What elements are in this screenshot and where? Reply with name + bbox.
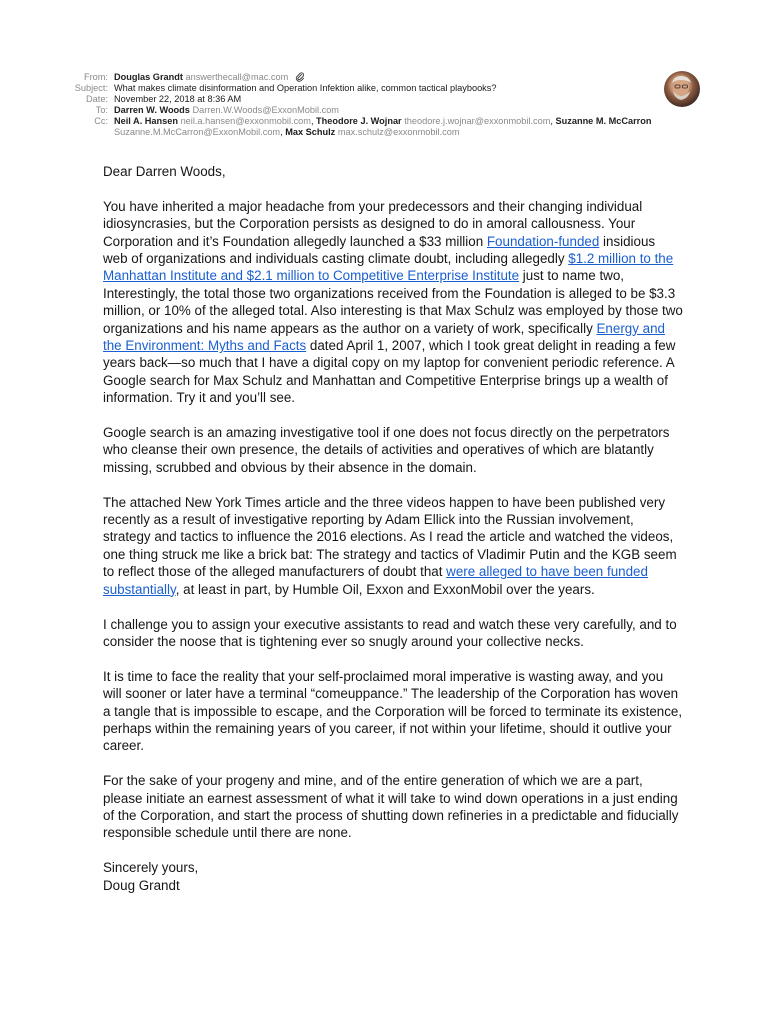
cc-name[interactable]: Max Schulz: [285, 127, 336, 137]
email-header: [60, 72, 710, 138]
paragraph-2: Google search is an amazing investigative tool if one does not focus directly on the perpetrators who cleanse their own presence, the details of activities and operatives of which are blatantly missing, scrubbed and obvious by their absence in the domain.: [103, 425, 670, 475]
paragraph-1-text: just to name two, Interestingly, the total those two organizations received from the Foundation is alleged to be $3.3 million, or 10% of the alleged total. Also interesting is that Max Schulz was employed by those two organizations and his name appears as the author on a variety of work, specifically: [103, 268, 683, 336]
to-name[interactable]: Darren W. Woods: [114, 105, 190, 115]
from-row: [60, 72, 710, 83]
subject-label: Subject:: [74, 83, 108, 93]
manhattan-institute-link[interactable]: $1.2 million to the Manhattan Institute and $2.1 million to Competitive Enterprise Institute: [103, 251, 674, 284]
sender-avatar: [664, 71, 700, 107]
paragraph-3-text: The attached New York Times article and the three videos happen to have been published very recently as a result of investigative reporting by Adam Ellick into the Russian involvement, strategy and tactics to influence the 2016 elections. As I read the article and watched the videos, one thing struck me like a brick bat: The strategy and tactics of Vladimir Putin and the KGB seem to reflect those of the alleged manufacturers of doubt that: [103, 494, 677, 580]
from-address[interactable]: answerthecall@mac.com: [185, 72, 289, 82]
paragraph-6: For the sake of your progeny and mine, and of the entire generation of which we are a part, please initiate an earnest assessment of what it will take to wind down operations in a just ending of the Corporation, and start the process of shutting down refineries in a predictable and fiducially responsible schedule until there are none.: [103, 773, 679, 841]
cc-address[interactable]: neil.a.hansen@exxonmobil.com: [180, 116, 311, 126]
paragraph-3: [103, 494, 683, 598]
signature: Doug Grandt: [103, 877, 180, 893]
cc-row: Cc: Neil A. Hansen neil.a.hansen@exxonmobil.com, Theodore J. Wojnar theodore.j.wojnar@exxonmobil.com, Suzanne M. McCarron: [60, 116, 710, 127]
cc-row-continued: Suzanne.M.McCarron@ExxonMobil.com , Max Schulz max.schulz@exxonmobil.com: [114, 127, 460, 137]
to-label: To:: [95, 105, 108, 115]
cc-address[interactable]: Suzanne.M.McCarron@ExxonMobil.com: [114, 127, 281, 137]
subject-row: [60, 83, 710, 94]
subject-text: What makes climate disinformation and Operation Infektion alike, common tactical playbooks?: [114, 83, 497, 93]
avatar-face-icon: [664, 71, 700, 107]
date-row: [60, 94, 710, 105]
date-label: Date:: [86, 94, 108, 104]
date-text: November 22, 2018 at 8:36 AM: [114, 94, 242, 104]
email-body: [103, 163, 683, 894]
cc-address[interactable]: max.schulz@exxonmobil.com: [337, 127, 460, 137]
from-name[interactable]: Douglas Grandt: [114, 72, 183, 82]
to-address[interactable]: Darren.W.Woods@ExxonMobil.com: [192, 105, 339, 115]
paperclip-icon[interactable]: [295, 72, 305, 82]
paragraph-1-text: You have inherited a major headache from your predecessors and their changing individual idiosyncrasies, but the Corporation persists as designed to do in amoral callousness. Your Corporation and it’s Foundation allegedly launched a $33 million: [103, 198, 643, 249]
cc-name[interactable]: Theodore J. Wojnar: [316, 116, 402, 126]
paragraph-5: It is time to face the reality that your self-proclaimed moral imperative is wasting away, and you will sooner or later have a terminal “comeuppance.” The leadership of the Corporation has woven a tangle that is impossible to escape, and the Corporation will be forced to terminate its existence, perhaps within the remaining years of you career, if not within your lifetime, should it outlive your career.: [103, 668, 683, 754]
myths-and-facts-link[interactable]: Energy and the Environment: Myths and Facts: [103, 320, 665, 354]
to-row: [60, 105, 710, 116]
greeting: Dear Darren Woods,: [103, 164, 226, 179]
cc-name[interactable]: Neil A. Hansen: [114, 116, 178, 126]
cc-address[interactable]: theodore.j.wojnar@exxonmobil.com: [404, 116, 551, 126]
paragraph-1: [103, 198, 683, 407]
foundation-funded-link[interactable]: Foundation-funded: [486, 233, 600, 249]
paragraph-1-text: dated April 1, 2007, which I took great delight in reading a few years back—so much that I have a digital copy on my laptop for convenient periodic reference. A Google search for Max Schulz and Manhattan and Competitive Enterprise brings up a wealth of information. Try it and you’ll see.: [103, 338, 676, 406]
paragraph-4: I challenge you to assign your executive assistants to read and watch these very carefully, and to consider the noose that is tightening ever so snugly around your collective necks.: [103, 616, 677, 649]
from-label: From:: [84, 72, 108, 82]
cc-name[interactable]: Suzanne M. McCarron: [555, 116, 652, 126]
paragraph-1-text: insidious web of organizations and individuals casting climate doubt, including allegedly: [103, 233, 656, 267]
cc-label: Cc:: [94, 116, 108, 126]
closing: Sincerely yours,: [103, 860, 199, 876]
funded-substantially-link[interactable]: were alleged to have been funded substantially: [103, 564, 648, 597]
paragraph-3-text: , at least in part, by Humble Oil, Exxon and ExxonMobil over the years.: [175, 581, 595, 597]
